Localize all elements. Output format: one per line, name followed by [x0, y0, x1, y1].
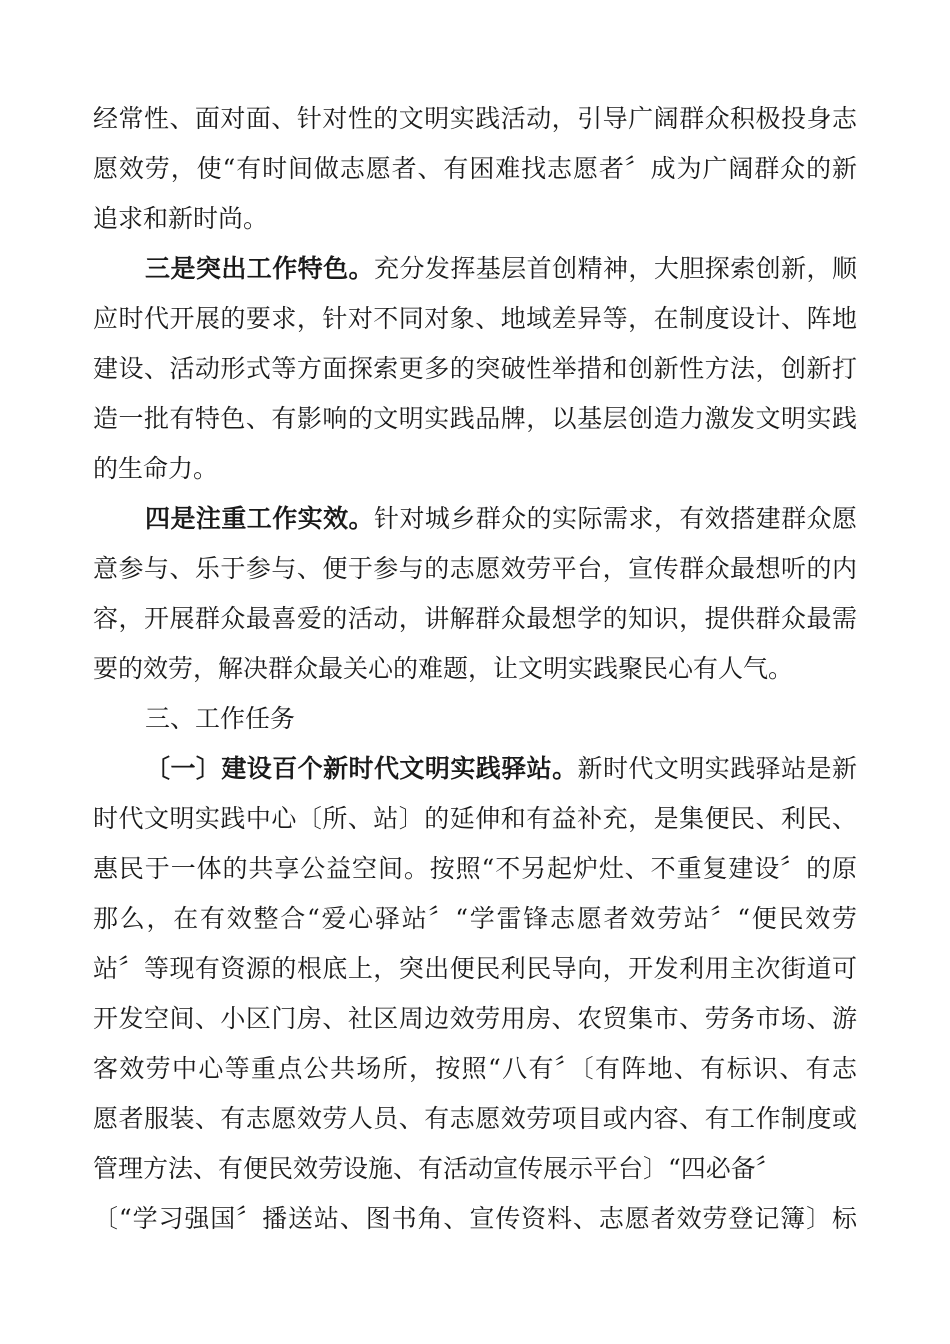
paragraph-line: [93, 1049, 857, 1089]
line-text: 愿效劳，使“有时间做志愿者、有困难找志愿者〞成为广阔群众的新: [93, 154, 857, 183]
paragraph-line: [93, 449, 857, 489]
paragraph-line: [93, 949, 857, 989]
paragraph-line: [93, 849, 857, 889]
paragraph-line: [93, 349, 857, 389]
paragraph-line: [93, 299, 857, 339]
line-text: 〔“学习强国〞播送站、图书角、宣传资料、志愿者效劳登记簿〕标: [93, 1204, 857, 1233]
paragraph-line: [93, 649, 857, 689]
line-text: 应时代开展的要求，针对不同对象、地域差异等，在制度设计、阵地: [93, 304, 857, 333]
line-text: 开发空间、小区门房、社区周边效劳用房、农贸集市、劳务市场、游: [93, 1004, 857, 1033]
paragraph-line: [93, 899, 857, 939]
line-text: 惠民于一体的共享公益空间。按照“不另起炉灶、不重复建设〞的原: [93, 854, 857, 883]
section-heading-text: 三、工作任务: [145, 704, 296, 733]
line-text: 管理方法、有便民效劳设施、有活动宣传展示平台〕“四必备〞: [93, 1154, 781, 1183]
line-text: 意参与、乐于参与、便于参与的志愿效劳平台，宣传群众最想听的内: [93, 554, 857, 583]
paragraph-line: [93, 599, 857, 639]
section-heading: [145, 699, 857, 739]
line-text: 要的效劳，解决群众最关心的难题，让文明实践聚民心有人气。: [93, 654, 794, 683]
paragraph-line: [93, 799, 857, 839]
line-text: 那么，在有效整合“爱心驿站〞“学雷锋志愿者效劳站〞“便民效劳: [93, 904, 857, 933]
line-text: 充分发挥基层首创精神，大胆探索创新，顺: [374, 254, 857, 283]
paragraph-heading: 三是突出工作特色。: [145, 254, 374, 283]
paragraph-line: [145, 249, 857, 289]
line-text: 追求和新时尚。: [93, 204, 269, 233]
line-text: 客效劳中心等重点公共场所，按照“八有〞〔有阵地、有标识、有志: [93, 1054, 857, 1083]
line-text: 经常性、面对面、针对性的文明实践活动，引导广阔群众积极投身志: [93, 104, 857, 133]
paragraph-line: [93, 149, 857, 189]
line-text: 站〞等现有资源的根底上，突出便民利民导向，开发利用主次街道可: [93, 954, 857, 983]
line-text: 时代文明实践中心〔所、站〕的延伸和有益补充，是集便民、利民、: [93, 804, 857, 833]
paragraph-line: [93, 1199, 857, 1239]
paragraph-line: [93, 199, 857, 239]
line-text: 造一批有特色、有影响的文明实践品牌，以基层创造力激发文明实践: [93, 404, 857, 433]
paragraph-line: [93, 399, 857, 439]
paragraph-line: [93, 1099, 857, 1139]
paragraph-line: [93, 99, 857, 139]
paragraph-line: [93, 1149, 857, 1189]
line-text: 建设、活动形式等方面探索更多的突破性举措和创新性方法，创新打: [93, 354, 857, 383]
line-text: 新时代文明实践驿站是新: [577, 754, 857, 783]
paragraph-line: [93, 549, 857, 589]
line-text: 容，开展群众最喜爱的活动，讲解群众最想学的知识，提供群众最需: [93, 604, 857, 633]
paragraph-heading: 〔一〕建设百个新时代文明实践驿站。: [145, 754, 578, 783]
line-text: 愿者服装、有志愿效劳人员、有志愿效劳项目或内容、有工作制度或: [93, 1104, 857, 1133]
line-text: 的生命力。: [93, 454, 219, 483]
paragraph-line: [145, 499, 857, 539]
paragraph-line: [93, 999, 857, 1039]
line-text: 针对城乡群众的实际需求，有效搭建群众愿: [374, 504, 857, 533]
paragraph-line: [145, 749, 857, 789]
paragraph-heading: 四是注重工作实效。: [145, 504, 374, 533]
